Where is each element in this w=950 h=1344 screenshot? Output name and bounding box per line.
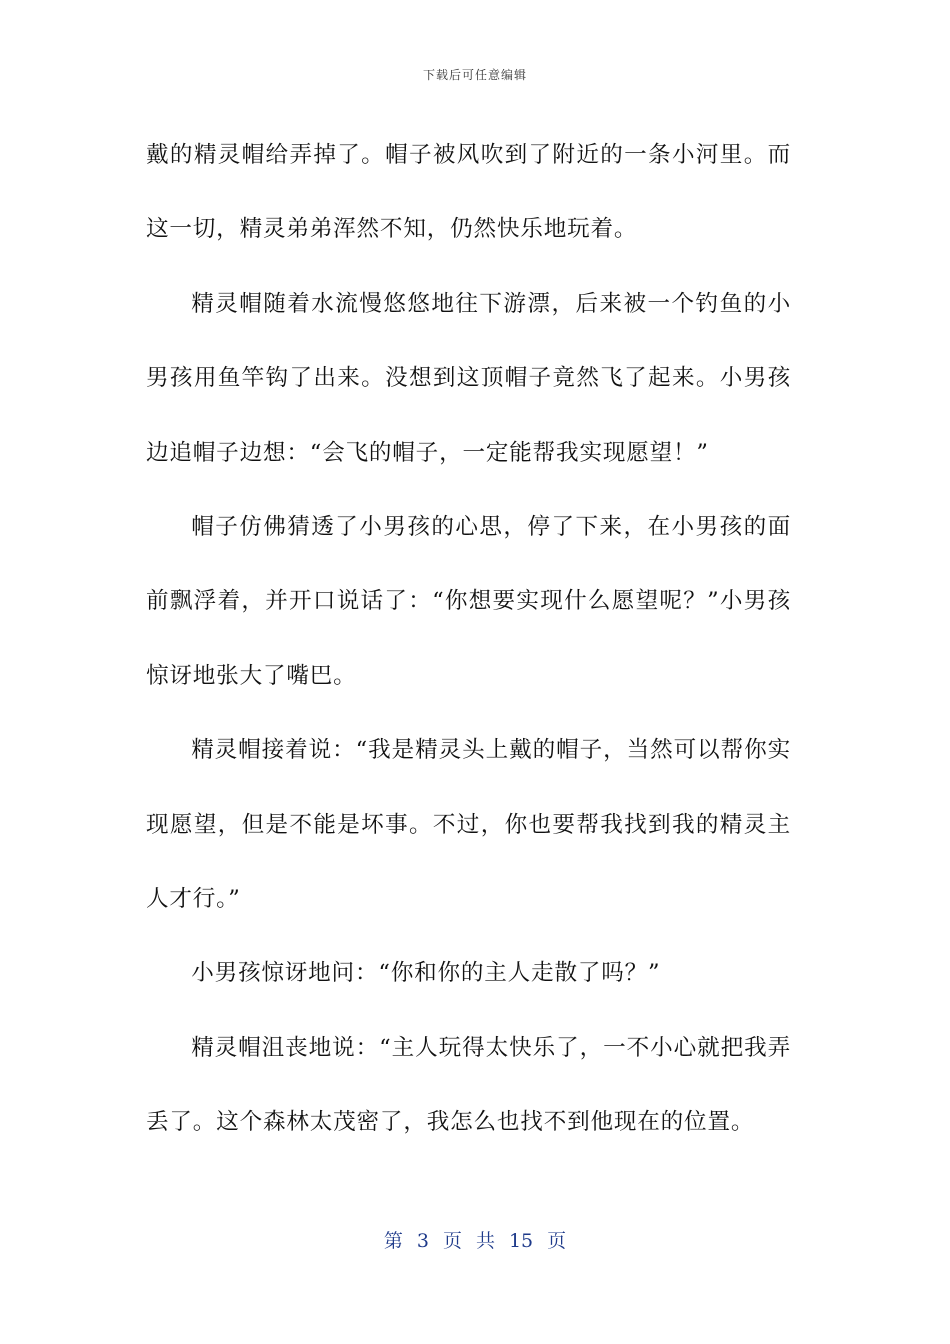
paragraph: 帽子仿佛猜透了小男孩的心思，停了下来，在小男孩的面前飘浮着，并开口说话了：“你想要实现什么愿望呢？”小男孩惊讶地张大了嘴巴。 [146,514,791,689]
page-total: 15 [508,1230,534,1252]
page-number-footer [0,1226,950,1253]
paragraph: 精灵帽接着说：“我是精灵头上戴的帽子，当然可以帮你实现愿望，但是不能是坏事。不过，你也要帮我找到我的精灵主人才行。” [146,737,791,913]
document-body [146,118,791,1160]
paragraph: 小男孩惊讶地问：“你和你的主人走散了吗？” [191,960,661,987]
page-total-prefix: 共 [475,1230,495,1252]
page-current: 3 [416,1230,429,1252]
paragraph: 精灵帽随着水流慢悠悠地往下游漂，后来被一个钓鱼的小男孩用鱼竿钩了出来。没想到这顶帽子竟然飞了起来。小男孩边追帽子边想：“会飞的帽子，一定能帮我实现愿望！” [146,290,791,466]
paragraph: 戴的精灵帽给弄掉了。帽子被风吹到了附近的一条小河里。而这一切，精灵弟弟浑然不知，仍然快乐地玩着。 [146,142,791,243]
header-note: 下载后可任意编辑 [422,68,527,82]
page-suffix: 页 [547,1230,567,1252]
page-mid: 页 [442,1230,462,1252]
paragraph: 精灵帽沮丧地说：“主人玩得太快乐了，一不小心就把我弄丢了。这个森林太茂密了，我怎么也找不到他现在的位置。 [146,1034,791,1136]
page-prefix: 第 [383,1230,403,1252]
